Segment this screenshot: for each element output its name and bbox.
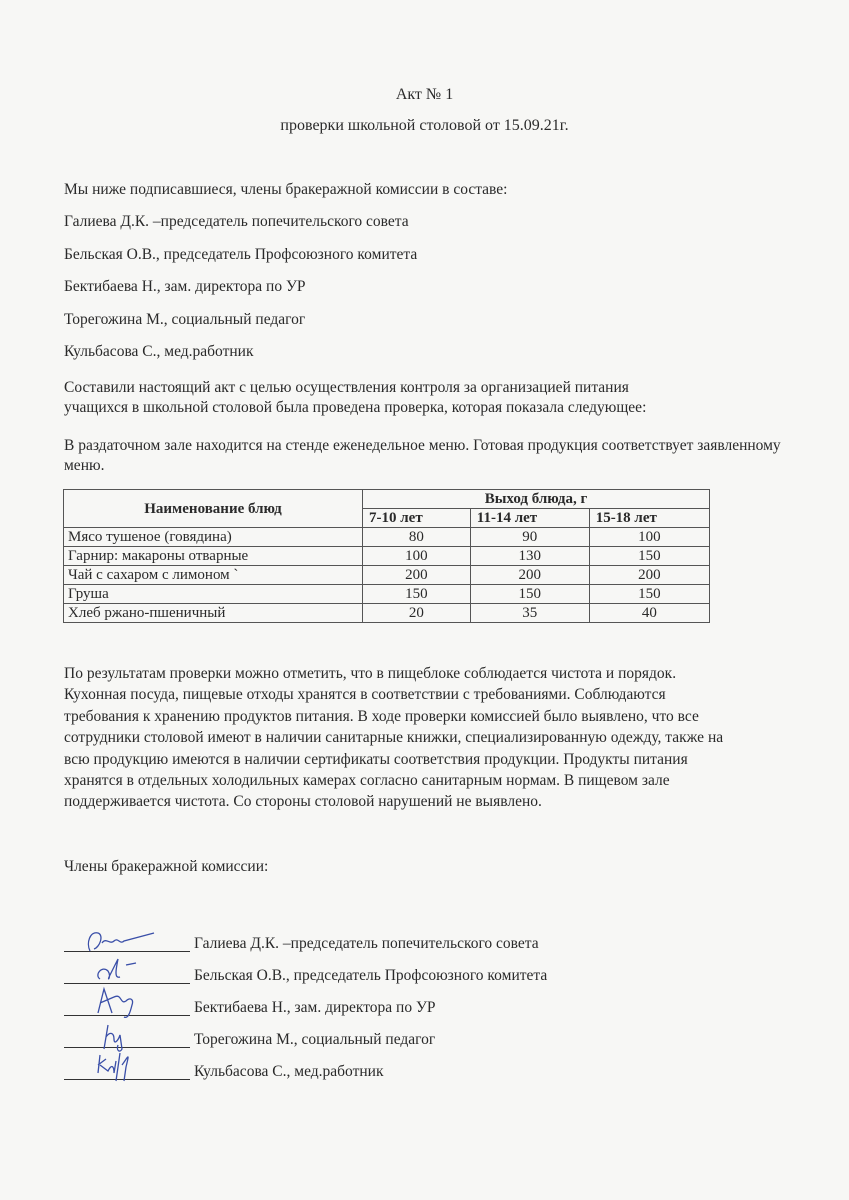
signature-row: [64, 954, 547, 984]
commission-members-list: [64, 214, 417, 377]
portion-value: 150: [470, 585, 589, 604]
member-item: Галиева Д.К. –председатель попечительского совета: [64, 213, 409, 230]
portion-value: 90: [470, 528, 589, 547]
dish-name: Мясо тушеное (говядина): [64, 528, 363, 547]
document-title: Акт № 1: [395, 86, 454, 103]
results-line: Кухонная посуда, пищевые отходы хранятся в соответствии с требованиями. Соблюдаются: [64, 686, 666, 704]
results-line: поддерживается чистота. Со стороны столовой нарушений не выявлено.: [64, 793, 542, 811]
results-line: По результатам проверки можно отметить, что в пищеблоке соблюдается чистота и порядок.: [64, 665, 677, 682]
output-header: Выход блюда, г: [363, 490, 710, 509]
signature-row: [64, 1018, 435, 1048]
table-row: [64, 528, 710, 547]
signatory-name: Галиева Д.К. –председатель попечительского совета: [194, 935, 539, 952]
signature-line: [64, 1029, 190, 1048]
table-row: [64, 566, 710, 585]
signature-line: [64, 1061, 190, 1080]
dish-name: Чай с сахаром с лимоном `: [64, 566, 363, 585]
commission-label: Члены бракеражной комиссии:: [64, 858, 269, 875]
portion-value: 40: [589, 604, 709, 623]
dish-name: Гарнир: макароны отварные: [64, 547, 363, 566]
menu-note-paragraph: В раздаточном зале находится на стенде еженедельное меню. Готовая продукция соответствует заявленному меню.: [64, 437, 781, 474]
portion-value: 35: [470, 604, 589, 623]
signatory-name: Кульбасова С., мед.работник: [194, 1063, 384, 1080]
intro-text: Мы ниже подписавшиеся, члены бракеражной комиссии в составе:: [64, 181, 508, 198]
portion-value: 100: [363, 547, 471, 566]
age-group-header: 7-10 лет: [363, 509, 471, 528]
dish-name: Хлеб ржано-пшеничный: [64, 604, 363, 623]
signature-line: [64, 997, 190, 1016]
member-item: Торегожина М., социальный педагог: [64, 310, 306, 328]
handwritten-signature-icon: [84, 1047, 164, 1085]
menu-table: [63, 489, 710, 623]
signatory-name: Торегожина М., социальный педагог: [194, 1031, 436, 1048]
purpose-line: Составили настоящий акт с целью осуществления контроля за организацией питания: [64, 379, 629, 396]
signature-line: [64, 933, 190, 952]
signature-row: [64, 1050, 383, 1080]
portion-value: 100: [589, 528, 709, 547]
signatory-name: Бельская О.В., председатель Профсоюзного комитета: [194, 967, 548, 984]
age-group-header: 11-14 лет: [470, 509, 589, 528]
signature-row: [64, 986, 436, 1016]
member-item: Кульбасова С., мед.работник: [64, 343, 254, 360]
results-line: сотрудники столовой имеют в наличии санитарные книжки, специализированную одежду, также на: [64, 729, 724, 747]
member-item: Бельская О.В., председатель Профсоюзного комитета: [64, 245, 418, 263]
portion-value: 150: [589, 585, 709, 604]
portion-value: 150: [363, 585, 471, 604]
portion-value: 150: [589, 547, 709, 566]
document-subtitle: проверки школьной столовой от 15.09.21г.: [280, 117, 569, 134]
handwritten-signature-icon: [84, 983, 164, 1021]
handwritten-signature-icon: [84, 923, 164, 957]
portion-value: 80: [363, 528, 471, 547]
purpose-paragraph: [64, 378, 794, 418]
results-line: всю продукцию имеются в наличии сертификаты соответствия продукции. Продукты питания: [64, 750, 688, 768]
portion-value: 20: [363, 604, 471, 623]
table-row: [64, 604, 710, 623]
table-header-row: [64, 490, 710, 509]
results-paragraph: [64, 663, 804, 813]
dish-name-header: Наименование блюд: [64, 490, 363, 528]
signatory-name: Бектибаева Н., зам. директора по УР: [194, 999, 436, 1016]
table-row: [64, 547, 710, 566]
results-line: хранятся в отдельных холодильных камерах согласно санитарным нормам. В пищевом зале: [64, 772, 670, 790]
portion-value: 200: [470, 566, 589, 585]
signature-line: [64, 965, 190, 984]
signature-row: [64, 922, 539, 952]
age-group-header: 15-18 лет: [589, 509, 709, 528]
results-line: требования к хранению продуктов питания. В ходе проверки комиссией было выявлено, что все: [64, 707, 699, 725]
portion-value: 130: [470, 547, 589, 566]
dish-name: Груша: [64, 585, 363, 604]
member-item: Бектибаева Н., зам. директора по УР: [64, 278, 306, 295]
table-row: [64, 585, 710, 604]
portion-value: 200: [363, 566, 471, 585]
portion-value: 200: [589, 566, 709, 585]
purpose-line: учащихся в школьной столовой была проведена проверка, которая показала следующее:: [64, 399, 647, 416]
